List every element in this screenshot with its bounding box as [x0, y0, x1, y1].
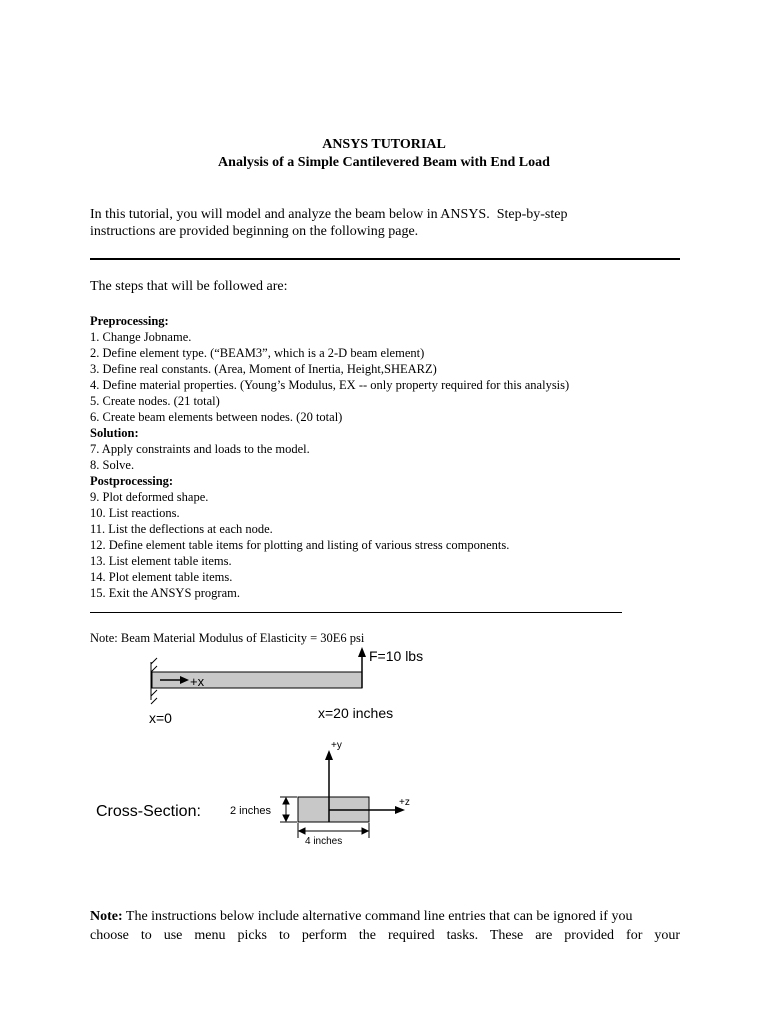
preprocessing-heading: Preprocessing: [90, 314, 169, 328]
x0-label: x=0 [149, 710, 172, 726]
document-title: ANSYS TUTORIAL [322, 137, 446, 152]
step-item: 3. Define real constants. (Area, Moment of Inertia, Height,SHEARZ) [90, 362, 437, 376]
document-subtitle: Analysis of a Simple Cantilevered Beam with End Load [218, 155, 550, 170]
step-item: 10. List reactions. [90, 506, 180, 520]
steps-lead: The steps that will be followed are: [90, 279, 288, 294]
height-dimension [280, 797, 297, 822]
bottom-note [90, 907, 680, 945]
force-label: F=10 lbs [369, 648, 424, 664]
step-item: 13. List element table items. [90, 554, 232, 568]
x-axis-label: +x [190, 674, 205, 689]
y-axis-label: +y [331, 740, 342, 751]
step-item: 7. Apply constraints and loads to the model. [90, 442, 310, 456]
step-item: 12. Define element table items for plotting and listing of various stress components. [90, 538, 510, 552]
postprocessing-heading: Postprocessing: [90, 474, 174, 488]
step-item: 15. Exit the ANSYS program. [90, 586, 240, 600]
x20-label: x=20 inches [318, 705, 394, 721]
step-item: 14. Plot element table items. [90, 570, 233, 584]
step-item: 6. Create beam elements between nodes. (20 total) [90, 410, 343, 424]
step-item: 9. Plot deformed shape. [90, 490, 209, 504]
step-item: 1. Change Jobname. [90, 330, 192, 344]
solution-heading: Solution: [90, 426, 139, 440]
width-label: 4 inches [305, 836, 343, 847]
cross-section-label: Cross-Section: [96, 803, 201, 820]
bottom-note-label: Note: [90, 909, 123, 924]
step-item: 2. Define element type. (“BEAM3”, which is a 2-D beam element) [90, 346, 425, 360]
height-label: 2 inches [230, 805, 271, 817]
intro-line-1: In this tutorial, you will model and analyze the beam below in ANSYS. Step-by-step [90, 207, 568, 222]
bottom-note-line-1: The instructions below include alternative command line entries that can be ignored if you [122, 909, 633, 924]
step-item: 4. Define material properties. (Young’s Modulus, EX -- only property required for this analysis) [90, 378, 570, 392]
intro-line-2: instructions are provided beginning on the following page. [90, 224, 419, 239]
step-item: 8. Solve. [90, 458, 135, 472]
bottom-note-line-2: choose to use menu picks to perform the required tasks. These are provided for your [90, 928, 680, 943]
modulus-note: Note: Beam Material Modulus of Elasticity = 30E6 psi [90, 631, 365, 645]
z-axis-label: +z [399, 797, 410, 808]
step-item: 11. List the deflections at each node. [90, 522, 273, 536]
step-item: 5. Create nodes. (21 total) [90, 394, 220, 408]
